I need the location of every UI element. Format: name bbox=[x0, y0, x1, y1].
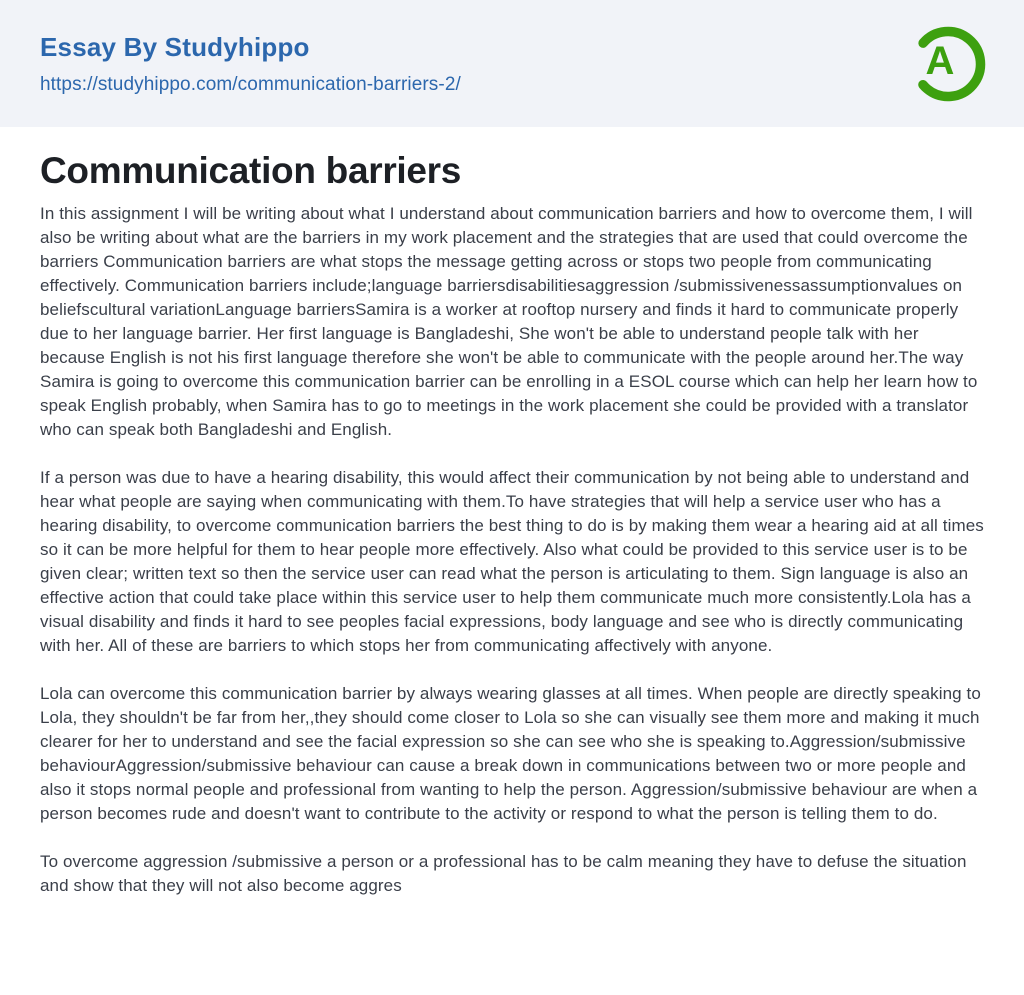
essay-paragraph-4: To overcome aggression /submissive a person or a professional has to be calm meaning they have to defuse the situation and show that they will not also become aggres bbox=[40, 852, 967, 895]
studyhippo-logo bbox=[908, 24, 988, 104]
essay-paragraph-3: Lola can overcome this communication barrier by always wearing glasses at all times. When people are directly speaking to Lola, they shouldn't be far from her,,they should come closer to Lola so she can visually see them more and making it much clearer for her to understand and see the facial expression so she can see who she is speaking to.Aggression/submissive behaviourAggression/submissive behaviour can cause a break down in communications between two or more people and also it stops normal people and professional from wanting to help the person. Aggression/submissive behaviour are when a person becomes rude and doesn't want to contribute to the activity or respond to what the person is telling them to do. bbox=[40, 684, 981, 823]
site-title: Essay By Studyhippo bbox=[40, 31, 310, 62]
essay-paragraph-2: If a person was due to have a hearing disability, this would affect their communication by not being able to understand and hear what people are saying when communicating with them.To have strategies that will help a service user who has a hearing disability, to overcome communication barriers the best thing to do is by making them wear a hearing aid at all times so it can be more helpful for them to hear people more effectively. Also what could be provided to this service user is to be given clear; written text so then the service user can read what the person is articulating to them. Sign language is also an effective action that could take place within this service user to help them communicate much more consistently.Lola has a visual disability and finds it hard to see peoples facial expressions, body language and see who is directly communicating with her. All of these are barriers to which stops her from communicating affectively with anyone. bbox=[40, 468, 984, 655]
source-url-link[interactable]: https://studyhippo.com/communication-barriers-2/ bbox=[40, 73, 461, 95]
essay-title: Communication barriers bbox=[40, 150, 462, 191]
site-header bbox=[0, 0, 1024, 127]
header-text-block bbox=[40, 32, 461, 96]
essay-paragraph-1: In this assignment I will be writing about what I understand about communication barriers and how to overcome them, I will also be writing about what are the barriers in my work placement and the strategies that are used that could overcome the barriers Communication barriers are what stops the message getting across or stops two people from communicating effectively. Communication barriers include;language barriersdisabilitiesaggression /submissivenessassumptionvalues on beliefscultural variationLanguage barriersSamira is a worker at rooftop nursery and finds it hard to communicate properly due to her language barrier. Her first language is Bangladeshi, She won't be able to understand people talk with her because English is not his first language therefore she won't be able to communicate with the people around her.The way Samira is going to overcome this communication barrier can be enrolling in a ESOL course which can help her learn how to speak English probably, when Samira has to go to meetings in the work placement she could be provided with a translator who can speak both Bangladeshi and English. bbox=[40, 204, 978, 439]
logo-letter: A bbox=[925, 39, 955, 83]
essay-content bbox=[0, 127, 1024, 898]
